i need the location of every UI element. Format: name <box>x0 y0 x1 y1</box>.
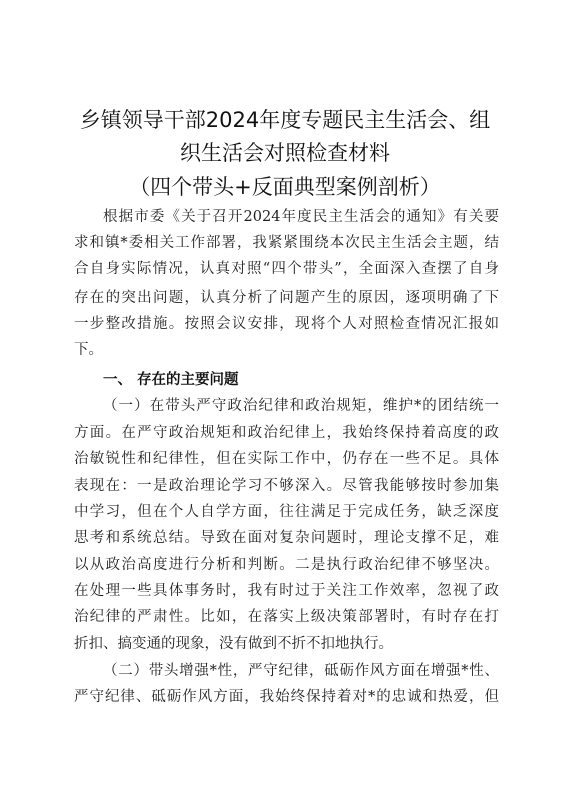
subsection-2-line-1: （二）带头增强*性，严守纪律，砥砺作风方面在增强*性、 <box>103 663 499 679</box>
subsection-1-line-5: 中学习，但在个人自学方面，往往满足于完成任务，缺乏深度 <box>74 504 499 520</box>
subsection-1-line-9: 治纪律的严肃性。比如，在落实上级决策部署时，有时存在打 <box>74 609 499 625</box>
subsection-1-line-2: 方面。在严守政治规矩和政治纪律上，我始终保持着高度的政 <box>74 425 499 441</box>
subsection-1-line-10: 折扣、搞变通的现象，没有做到不折不扣地执行。 <box>74 636 393 652</box>
subsection-1-line-7: 以从政治高度进行分析和判断。二是执行政治纪律不够坚决。 <box>74 557 499 573</box>
intro-paragraph-line-1: 根据市委《关于召开2024年度民主生活会的通知》有关要 <box>103 209 499 225</box>
intro-paragraph-line-3: 合自身实际情况，认真对照“四个带头”，全面深入查摆了自身 <box>74 261 499 277</box>
subsection-1-line-3: 治敏锐性和纪律性，但在实际工作中，仍存在一些不足。具体 <box>74 451 499 467</box>
subsection-1-line-1: （一）在带头严守政治纪律和政治规矩，维护*的团结统一 <box>103 398 499 414</box>
section-heading-main-problems: 一、 存在的主要问题 <box>103 372 239 388</box>
subsection-2-line-2: 严守纪律、砥砺作风方面，我始终保持着对*的忠诚和热爱，但 <box>74 689 499 705</box>
intro-paragraph-line-5: 一步整改措施。按照会议安排，现将个人对照检查情况汇报如 <box>74 316 499 332</box>
document-title-line-1: 乡镇领导干部2024年度专题民主生活会、组 <box>79 108 491 132</box>
subsection-1-line-4: 表现在：一是政治理论学习不够深入。尽管我能够按时参加集 <box>74 478 499 494</box>
document-title-line-2: 织生活会对照检查材料 <box>180 141 390 165</box>
intro-paragraph-line-6: 下。 <box>74 342 103 358</box>
intro-paragraph-line-4: 存在的突出问题，认真分析了问题产生的原因，逐项明确了下 <box>74 290 499 306</box>
subsection-1-line-8: 在处理一些具体事务时，我有时过于关注工作效率，忽视了政 <box>74 583 499 599</box>
intro-paragraph-line-2: 求和镇*委相关工作部署，我紧紧围绕本次民主生活会主题，结 <box>74 235 499 251</box>
document-title-line-3: （四个带头+反面典型案例剖析） <box>129 175 441 199</box>
subsection-1-line-6: 思考和系统总结。导致在面对复杂问题时，理论支撑不足，难 <box>74 530 499 546</box>
